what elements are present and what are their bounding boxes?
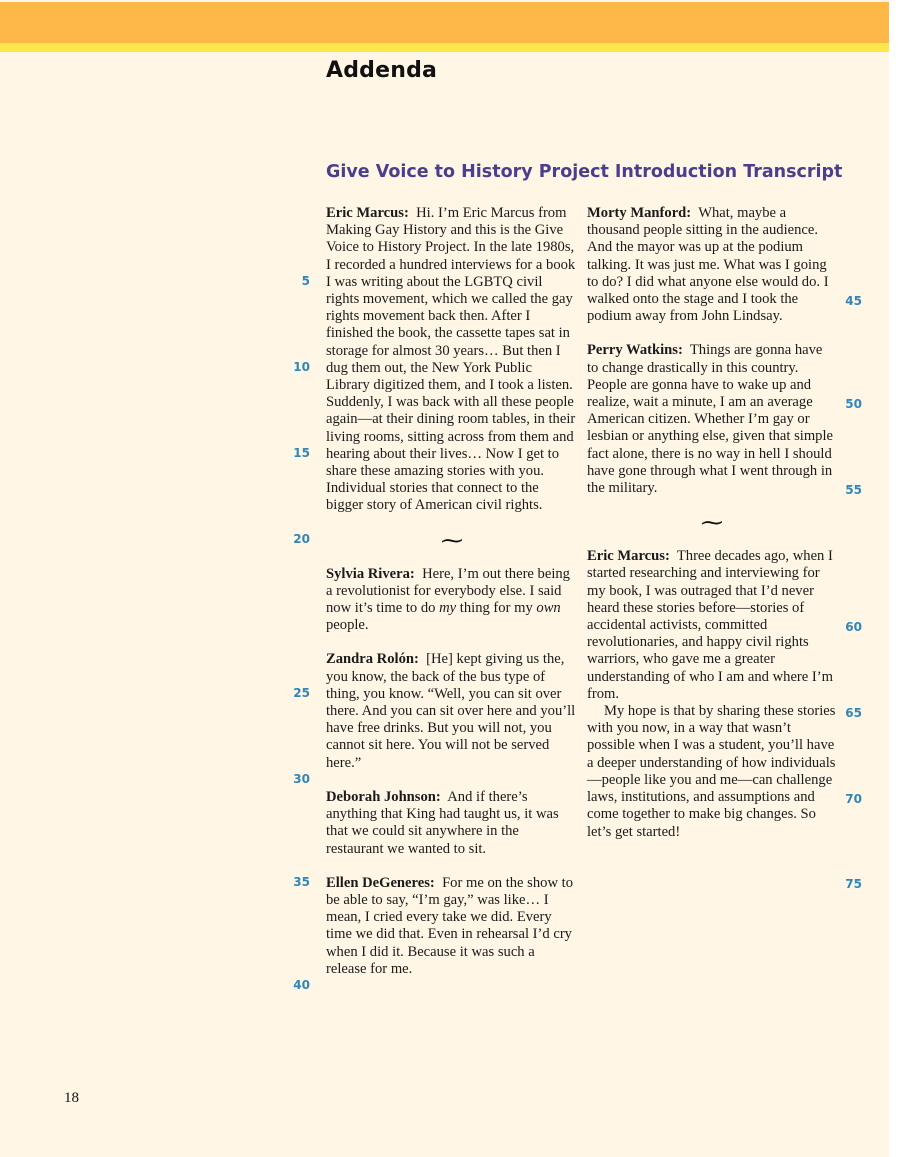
line-number: 5 [301, 274, 310, 288]
line-number: 55 [845, 483, 862, 497]
emphasis: my [439, 600, 457, 617]
line-number: 25 [293, 686, 310, 700]
speaker-name: Zandra Rolón: [326, 651, 419, 668]
speaker-name: Eric Marcus: [587, 548, 670, 565]
header-band-orange [0, 2, 889, 43]
line-number: 65 [845, 706, 862, 720]
paragraph-text: thing for my [456, 600, 537, 617]
line-number: 70 [845, 792, 862, 806]
line-number: 15 [293, 446, 310, 460]
paragraph-text: Here, I’m out there being a revolutionist for everybody else. I said now it’s time to do [326, 565, 570, 617]
separator-ornament: ⁓ [441, 527, 463, 553]
paragraph-text: [He] kept giving us the, you know, the back of the bus type of thing, you know. “Well, you can sit over there. And you can sit over here and you’ll have free drinks. But you will not, you cannot sit here. You will not be served here.” [326, 651, 576, 771]
page-number: 18 [64, 1090, 79, 1106]
paragraph-eric-marcus-intro [326, 205, 578, 515]
separator-ornament: ⁓ [701, 510, 723, 536]
paragraph-sylvia-rivera [326, 566, 578, 635]
line-number: 10 [293, 360, 310, 374]
paragraph-morty-manford [587, 205, 837, 325]
paragraph-deborah-johnson [326, 789, 578, 858]
line-number: 60 [845, 620, 862, 634]
section-title: Addenda [326, 58, 438, 83]
paragraph-text: people. [326, 617, 369, 634]
document-title: Give Voice to History Project Introduction Transcript [326, 162, 843, 182]
line-number: 40 [293, 978, 310, 992]
paragraph-text: Hi. I’m Eric Marcus from Making Gay History and this is the Give Voice to History Project. In the late 1980s, I recorded a hundred interviews for a book I was writing about the LGBTQ civil rights movement, which we called the gay rights movement back then. After I finished the book, the cassette tapes sat in storage for almost 30 years… But then I dug them out, the New York Public Library digitized them, and I took a listen. Suddenly, I was back with all these people again—at their dining room tables, in their living rooms, sitting across from them and hearing about their lives… Now I get to share these amazing stories with you. Individual stories that connect to the bigger story of American civil rights. [326, 205, 576, 514]
line-number: 50 [845, 397, 862, 411]
paragraph-text: And if there’s anything that King had taught us, it was that we could sit anywhere in the restaurant we wanted to sit. [326, 788, 559, 857]
emphasis: own [536, 600, 561, 617]
paragraph-text: Things are gonna have to change drastically in this country. People are gonna have to wake up and realize, wait a minute, I am an average American citizen. Whether I’m gay or lesbian or anything else, given that simple fact alone, there is no way in hell I should have gone through what I went through in the military. [587, 342, 834, 497]
line-number: 20 [293, 532, 310, 546]
speaker-name: Eric Marcus: [326, 205, 409, 221]
line-number: 35 [293, 875, 310, 889]
speaker-name: Morty Manford: [587, 205, 692, 221]
paragraph-text: Three decades ago, when I started researching and interviewing for my book, I was outraged that I’d never heard these stories before—stories of accidental activists, committed revolutionaries, and happy civil rights warriors, who gave me a greater understanding of who I am and where I’m from. [587, 548, 833, 702]
paragraph-zandra-rolon [326, 651, 578, 771]
line-number: 45 [845, 294, 862, 308]
paragraph-eric-marcus-closing [587, 548, 837, 703]
right-column [587, 205, 837, 841]
header-band-yellow [0, 43, 889, 52]
paragraph-text: What, maybe a thousand people sitting in the audience. And the mayor was up at the podium talking. It was just me. What was I going to do? I did what anyone else would do. I walked onto the stage and I took the podium away from John Lindsay. [587, 205, 829, 325]
paragraph-text: For me on the show to be able to say, “I’m gay,” was like… I mean, I cried every take we did. Every time we did that. Even in rehearsal I’d cry when I did it. Because it was such a release for me. [326, 874, 573, 977]
paragraph-eric-marcus-continuation: My hope is that by sharing these stories with you now, in a way that wasn’t possible when I was a student, you’ll have a deeper understanding of how individuals—people like you and me—can challenge laws, institutions, and assumptions and come together to make big changes. So let’s get started! [587, 703, 836, 840]
left-column [326, 205, 578, 995]
speaker-name: Ellen DeGeneres: [326, 874, 435, 891]
speaker-name: Sylvia Rivera: [326, 565, 415, 582]
paragraph-perry-watkins [587, 342, 837, 497]
line-number: 30 [293, 772, 310, 786]
speaker-name: Deborah Johnson: [326, 788, 441, 805]
speaker-name: Perry Watkins: [587, 342, 683, 359]
line-number: 75 [845, 877, 862, 891]
paragraph-ellen-degeneres [326, 875, 578, 978]
